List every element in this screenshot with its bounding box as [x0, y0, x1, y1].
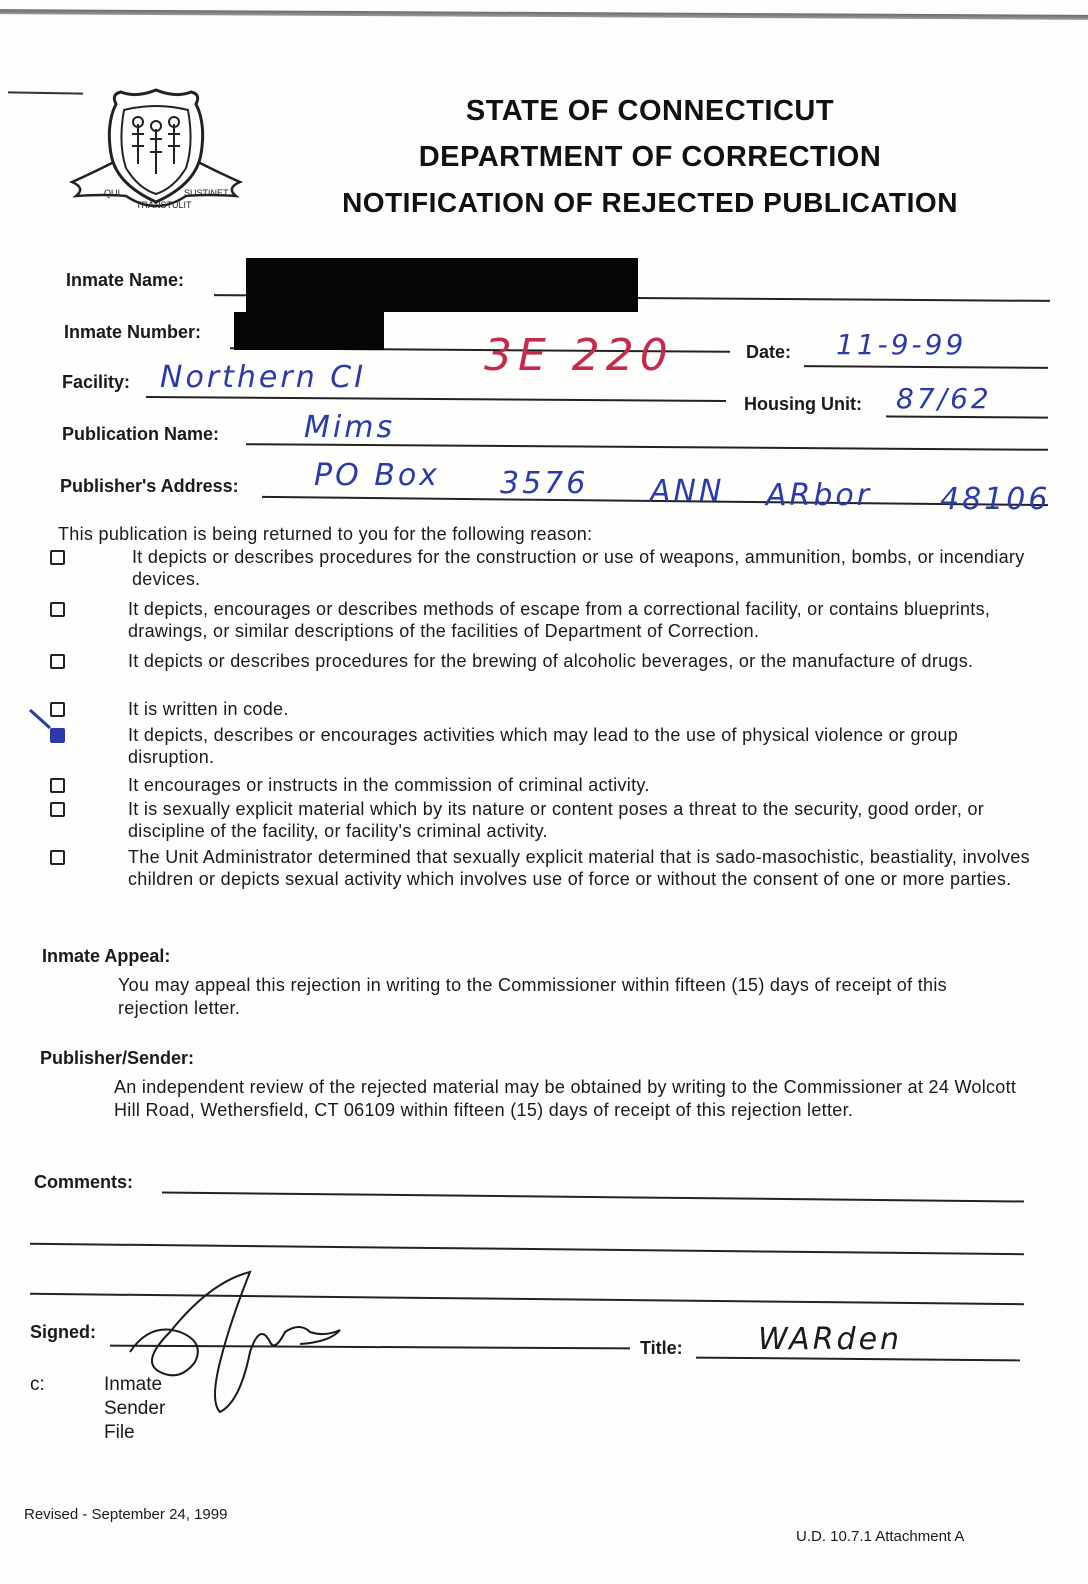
inmate-appeal-title: Inmate Appeal:: [42, 946, 171, 966]
address-value-pobox: PO Box: [314, 458, 440, 493]
facility-label: Facility:: [62, 372, 131, 392]
title-label: Title:: [640, 1338, 683, 1358]
address-value-number: 3576: [500, 466, 589, 501]
inmate-number-redaction: [234, 312, 384, 350]
signed-label: Signed:: [30, 1322, 96, 1342]
inmate-appeal-text: You may appeal this rejection in writing to the Commissioner within fifteen (15) days of receipt of this rejection letter.: [118, 975, 947, 1018]
reasons-intro: This publication is being returned to you for the following reason:: [58, 524, 593, 544]
comments-label: Comments:: [34, 1172, 134, 1192]
publisher-address-label: Publisher's Address:: [60, 476, 239, 496]
facility-line: [146, 396, 726, 402]
reason-checkbox[interactable]: [50, 602, 65, 617]
cc-label: c:: [30, 1374, 45, 1395]
housing-unit-value: 87/62: [896, 382, 992, 415]
seal-motto-right: SUSTINET: [184, 188, 229, 198]
date-value: 11-9-99: [836, 328, 967, 361]
header-state: STATE OF CONNECTICUT: [465, 95, 835, 127]
reason-checkbox[interactable]: [50, 778, 65, 793]
date-label: Date:: [746, 342, 792, 362]
inmate-number-label: Inmate Number:: [64, 322, 202, 342]
document-header: [310, 88, 990, 226]
connecticut-seal-icon: [66, 84, 246, 234]
header-department: DEPARTMENT OF CORRECTION: [418, 141, 882, 173]
inmate-name-redaction: [246, 258, 638, 312]
address-value-ann: ANN: [650, 474, 725, 509]
reason-checkbox[interactable]: [50, 802, 65, 817]
publisher-sender-title: Publisher/Sender:: [40, 1048, 195, 1068]
title-line: [696, 1357, 1020, 1361]
reason-checkbox[interactable]: [50, 654, 65, 669]
rejection-notice-page: QUI TRANSTULIT SUSTINET STATE OF CONNECTICUT DEPARTMENT OF CORRECTION NOTIFICATION OF REJECTED PUBLICATION Inmate Name: Inmate Number: 3E 220 Date: 11-9-99 Facility: Northern CI Housing Unit: 87/62 Publication Name: Mims Publisher's Address: PO Box 3576 ANN ARbor 48106 This publication is being returned to you for the following reason: It depicts or describes procedures for the construction or use of weapons, ammunition, bombs, or incendiary devices. It depicts, encourages or describes methods of escape from a correctional facility, or contains blueprints, drawings, or similar descriptions of the facilities of Department of Correction. It depicts or describes procedures for the brewing of alcoholic beverages, or the manufacture of drugs. It is written in code. It depicts, describes or encourages activities which may lead to the use of physical violence or group disruption. It encourages or instructs in the commission of criminal activity. It is sexually explicit material which by its nature or content poses a threat to the security, good order, or discipline of the facility, or facility's criminal activity. The Unit Administrator determined that sexually explicit material that is sado-masochistic, beastiality, involves children or depicts sexual activity which involves use of force or without the consent of one or more parties. Inmate Appeal: You may appeal this rejection in writing to the Commissioner within fifteen (15) days of receipt of this rejection letter. Publisher/Sender: An independent review of the rejected material may be obtained by writing to the Commissioner at 24 Wolcott Hill Road, Wethersfield, CT 06109 within fifteen (15) days of receipt of this rejection letter. Comments: Signed: Title: WARden c: Inmate Sender File Revised - September 24, 1999 U.D. 10.7.1 Attachment A: [0, 0, 1088, 1584]
publication-name-label: Publication Name:: [62, 424, 220, 444]
cc-item-file: File: [104, 1422, 135, 1443]
facility-value: Northern CI: [160, 360, 367, 395]
address-value-zip: 48106: [940, 482, 1051, 517]
housing-unit-label: Housing Unit:: [744, 394, 862, 414]
address-value-arbor: ARbor: [766, 478, 873, 513]
publication-name-value: Mims: [304, 410, 396, 445]
reason-checkbox[interactable]: [50, 850, 65, 865]
check-mark-icon: [28, 706, 64, 736]
header-notification-title: NOTIFICATION OF REJECTED PUBLICATION: [342, 187, 958, 218]
date-line: [804, 365, 1048, 368]
comments-line-2: [30, 1243, 1024, 1255]
reason-checkbox[interactable]: [50, 550, 65, 565]
revised-date: Revised - September 24, 1999: [24, 1506, 228, 1523]
comments-line-1: [162, 1191, 1024, 1202]
inmate-name-label: Inmate Name:: [66, 270, 185, 290]
cc-item-sender: Sender: [104, 1398, 166, 1419]
housing-unit-line: [886, 415, 1048, 418]
seal-motto-mid: TRANSTULIT: [136, 200, 192, 210]
scan-edge-line: [0, 9, 1088, 20]
cc-item-inmate: Inmate: [104, 1374, 163, 1395]
seal-motto-left: QUI: [104, 188, 121, 198]
publisher-sender-text: An independent review of the rejected material may be obtained by writing to the Commissioner at 24 Wolcott Hill Road, Wethersfield, CT 06109 within fifteen (15) days of receipt of this rejection letter.: [114, 1077, 1017, 1120]
attachment-ref: U.D. 10.7.1 Attachment A: [796, 1528, 965, 1545]
title-value: WARden: [758, 1322, 903, 1357]
inmate-number-handwritten: 3E 220: [484, 330, 674, 381]
